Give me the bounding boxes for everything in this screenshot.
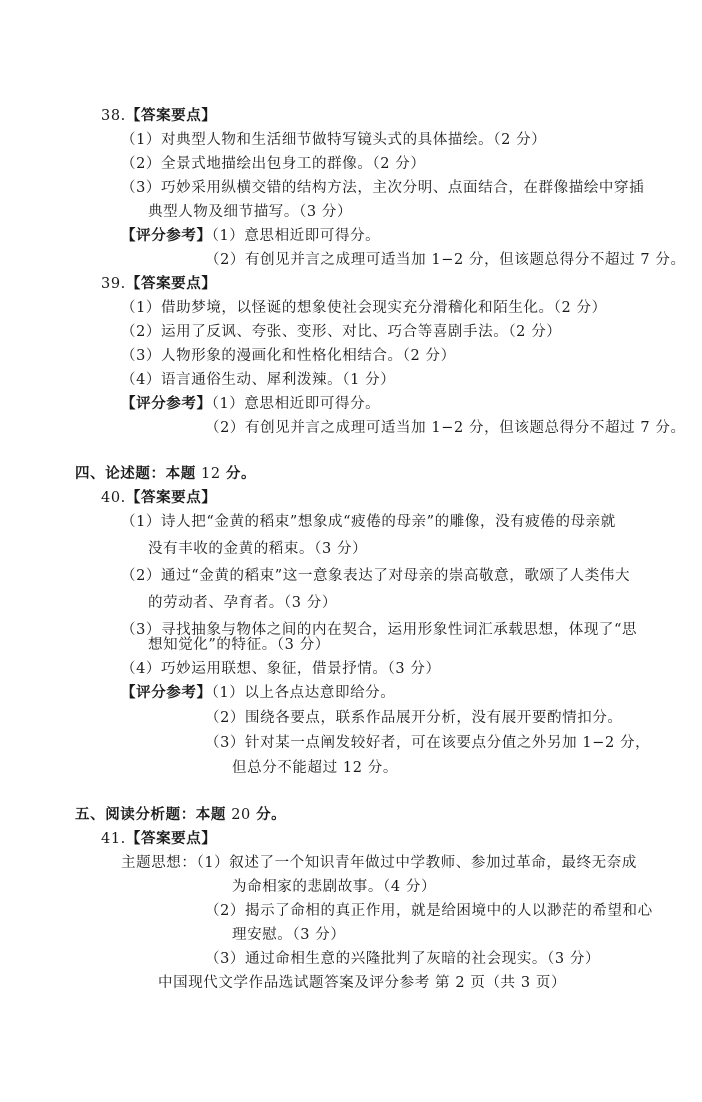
section-title-text: 五、阅读分析题：本题 [75,807,226,823]
page-footer: 中国现代文学作品选试题答案及评分参考 第 2 页（共 3 页） [158,975,567,991]
section-5-title [75,805,286,825]
q38-item-2: （2）全景式地描绘出包身工的群像。（2 分） [121,156,426,172]
q40-grading-3-cont: 但总分不能超过 12 分。 [232,760,398,776]
grading-text: （1）意思相近即可得分。 [211,228,381,244]
answer-key-label: 【答案要点】 [125,490,217,506]
q39-item-4: （4）语言通俗生动、犀利泼辣。（1 分） [121,372,396,388]
section-4-title [75,464,256,484]
theme-label: 主题思想： [121,855,197,871]
q40-heading [101,488,216,508]
q38-grading-1 [121,226,380,246]
q38-item-3: （3）巧妙采用纵横交错的结构方法，主次分明、点面结合，在群像描绘中穿插 [121,180,645,196]
answer-key-label: 【答案要点】 [125,831,217,847]
question-number: 40. [101,490,126,506]
q41-item-2-cont: 理安慰。（3 分） [232,927,346,943]
q40-item-2: （2）通过“金黄的稻束”这一意象表达了对母亲的崇高敬意，歌颂了人类伟大 [121,568,631,584]
answer-key-label: 【答案要点】 [125,276,217,292]
q40-grading-2: （2）围绕各要点，联系作品展开分析，没有展开要酌情扣分。 [205,710,623,726]
q39-heading [101,274,216,294]
q41-item-3: （3）通过命相生意的兴隆批判了灰暗的社会现实。（3 分） [205,951,601,967]
q40-item-3: （3）寻找抽象与物体之间的内在契合，运用形象性词汇承载思想，体现了“思 [121,622,638,638]
question-number: 38. [101,108,126,124]
q38-grading-2: （2）有创见并言之成理可适当加 1−2 分，但该题总得分不超过 7 分。 [205,252,686,268]
section-title-text: 四、论述题：本题 [75,466,196,482]
q40-grading-1 [121,683,395,703]
q39-item-2: （2）运用了反讽、夸张、变形、对比、巧合等喜剧手法。（2 分） [121,324,562,340]
q40-item-2-cont: 的劳动者、孕育者。（3 分） [148,595,337,611]
grading-label: 【评分参考】 [121,396,212,412]
q40-item-1: （1）诗人把“金黄的稻束”想象成“疲倦的母亲”的雕像，没有疲倦的母亲就 [121,514,616,530]
question-number: 39. [101,276,126,292]
grading-label: 【评分参考】 [121,685,212,701]
question-number: 41. [101,831,126,847]
q38-item-1: （1）对典型人物和生活细节做特写镜头式的具体描绘。（2 分） [121,132,547,148]
q41-item-2: （2）揭示了命相的真正作用，就是给困境中的人以渺茫的希望和心 [205,903,653,919]
q38-item-3-cont: 典型人物及细节描写。（3 分） [148,204,353,220]
answer-key-label: 【答案要点】 [125,108,217,124]
q39-item-1: （1）借助梦境，以怪诞的想象使社会现实充分滑稽化和陌生化。（2 分） [121,300,607,316]
q40-item-3-cont: 想知觉化”的特征。（3 分） [148,637,330,653]
section-score: 20 [226,807,257,823]
section-title-end: 分。 [225,466,257,482]
q39-item-3: （3）人物形象的漫画化和性格化相结合。（2 分） [121,348,456,364]
q41-item-1-text: （1）叙述了一个知识青年做过中学教师、参加过革命，最终无奈成 [196,855,637,871]
section-score: 12 [195,466,226,482]
q40-item-4: （4）巧妙运用联想、象征，借景抒情。（3 分） [121,661,441,677]
q41-item-1 [121,853,637,873]
q41-heading [101,829,216,849]
grading-text: （1）意思相近即可得分。 [211,396,381,412]
grading-label: 【评分参考】 [121,228,212,244]
section-title-end: 分。 [256,807,287,823]
q40-grading-3: （3）针对某一点阐发较好者，可在该要点分值之外另加 1−2 分， [205,735,651,751]
q39-grading-1 [121,394,380,414]
q38-heading [101,106,216,126]
q40-item-1-cont: 没有丰收的金黄的稻束。（3 分） [148,541,368,557]
grading-text: （1）以上各点达意即给分。 [211,685,396,701]
q39-grading-2: （2）有创见并言之成理可适当加 1−2 分，但该题总得分不超过 7 分。 [205,420,686,436]
q41-item-1-cont: 为命相家的悲剧故事。（4 分） [232,879,437,895]
